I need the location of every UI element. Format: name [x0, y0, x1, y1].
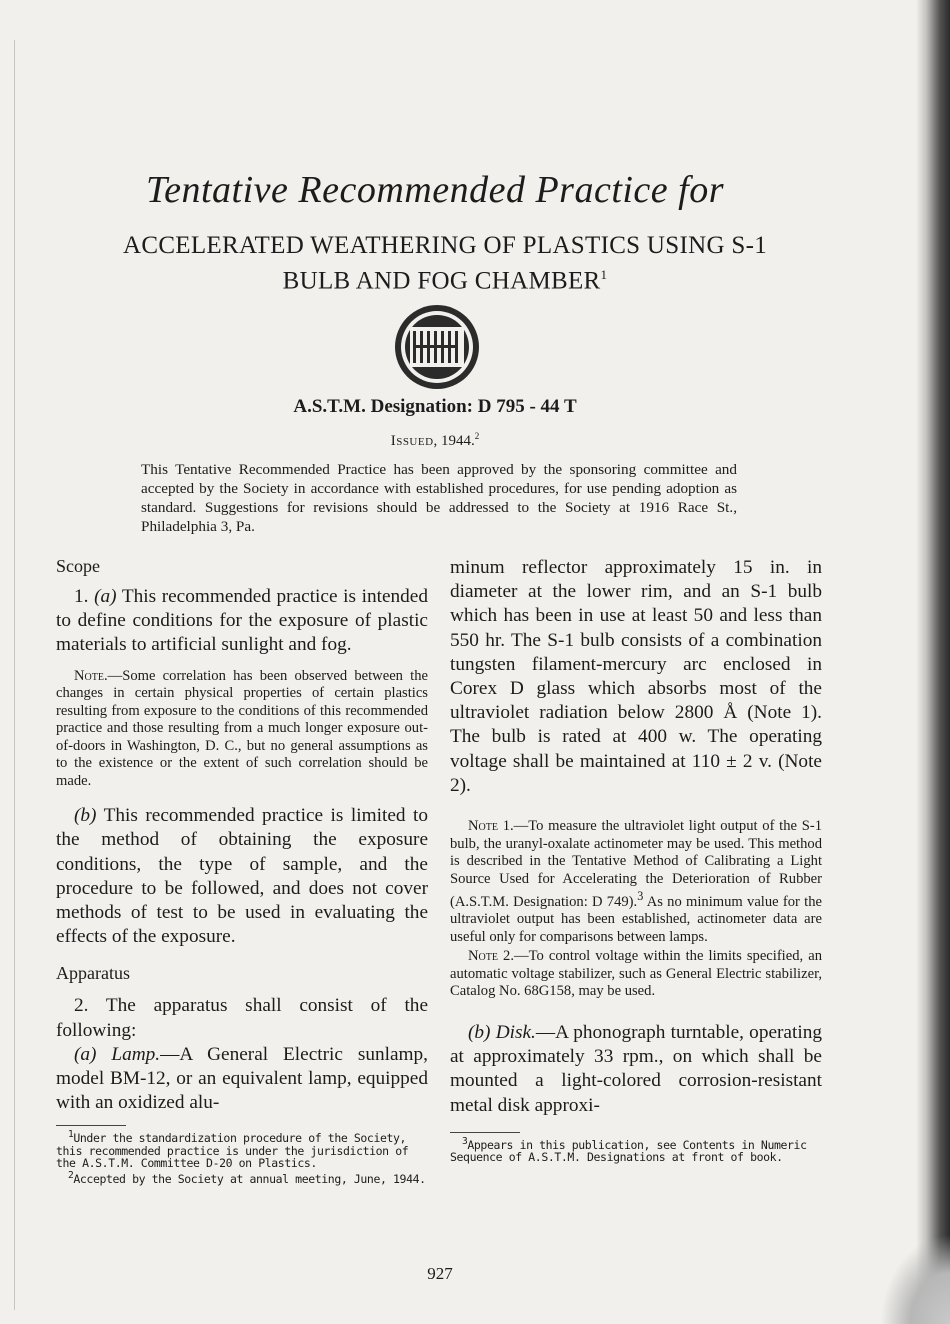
footnote-rule	[450, 1132, 520, 1133]
page-number: 927	[427, 1264, 453, 1283]
scope-paragraph-b: (b) This recommended practice is limited to the method of obtaining the exposure conditions, the type of sample, and the procedure to be followed, and does not cover methods of test to be used in evaluating the effects of the exposure.	[56, 805, 428, 948]
left-footnotes	[56, 1125, 428, 1185]
apparatus-paragraph: 2. The apparatus shall consist of the following:	[56, 995, 428, 1041]
page-edge-shadow	[916, 0, 950, 1324]
footnote-rule	[56, 1125, 126, 1126]
disk-paragraph: (b) Disk.—A phonograph turntable, operating at approximately 33 rpm., on which shall be mounted a light-colored corrosion-resistant metal disk approxi-	[450, 1021, 822, 1116]
page-fold-line	[14, 40, 15, 1310]
scope-note: Note.—Some correlation has been observed between the changes in certain physical properties of certain plastics resulting from exposure to the conditions of this recommended practice and those resulting from a much longer exposure out-of-doors in Washington, D. C., but no general assumptions as to the existence or the extent of such correlation should be made.	[56, 667, 428, 789]
lamp-paragraph: (a) Lamp.—A General Electric sunlamp, model BM-12, or an equivalent lamp, equipped with an oxidized alu-	[56, 1043, 428, 1114]
preamble-text: This Tentative Recommended Practice has been approved by the sponsoring committee and accepted by the Society in accordance with established procedures, for use pending adoption as standard. Suggestions for revisions should be addressed to the Society at 1916 Race St., Philadelphia 3, Pa.	[141, 461, 737, 535]
note-1: Note 1.—To measure the ultraviolet light output of the S-1 bulb, the uranyl-oxalate actinometer may be used. This method is described in the Tentative Method of Calibrating a Light Source Used for Accelerating the Deterioration of Rubber (A.S.T.M. Designation: D 749).$^3$ As no minimum value for the ultraviolet output has been established, actinometer data are useful only for comparisons between lamps.	[450, 818, 822, 945]
note-2: Note 2.—To control voltage within the limits specified, an automatic voltage stabilizer, such as General Electric stabilizer, Catalog No. 68G158, may be used.	[450, 948, 823, 1000]
scope-paragraph-a: 1. (a) This recommended practice is intended to define conditions for the exposure of plastic materials to artificial sunlight and fog.	[56, 586, 428, 656]
title-italic: Tentative Recommended Practice for	[145, 169, 725, 211]
astm-logo	[393, 303, 481, 391]
astm-seal-icon	[393, 303, 481, 391]
footnote-3: $^3$Appears in this publication, see Contents in Numeric Sequence of A.S.T.M. Designations at front of book.	[450, 1135, 807, 1165]
left-column	[56, 556, 428, 1185]
apparatus-heading: Apparatus	[56, 963, 130, 984]
right-footnotes	[450, 1132, 822, 1164]
title-footnote-ref: 1	[600, 267, 608, 282]
title-line-1: ACCELERATED WEATHERING OF PLASTICS USING S-1	[122, 232, 767, 259]
page-corner-curl	[880, 1234, 950, 1324]
astm-designation: A.S.T.M. Designation: D 795 - 44 T	[293, 396, 577, 417]
lamp-paragraph-continued: minum reflector approximately 15 in. in diameter at the lower rim, and an S-1 bulb which has been in use at least 50 and less than 550 hr. The S-1 bulb consists of a combination tungsten filament-mercury arc enclosed in Corex D glass which absorbs most of the ultraviolet radiation below 2800 Å (Note 1). The bulb is rated at 400 w. The operating voltage shall be maintained at 110 ± 2 v. (Note 2).	[450, 557, 822, 796]
right-column	[450, 556, 822, 1164]
issued-line: Issued, 1944.$^2$	[390, 431, 480, 449]
scope-heading: Scope	[56, 556, 100, 576]
title-line-2: BULB AND FOG CHAMBER$^1$	[282, 267, 608, 295]
footnote-2: $^2$Accepted by the Society at annual meeting, June, 1944.	[68, 1169, 426, 1186]
footnote-1: $^1$Under the standardization procedure of the Society, this recommended practice is under the jurisdiction of the A.S.T.M. Committee D-20 on Plastics.	[56, 1129, 409, 1171]
main-title	[20, 231, 870, 295]
